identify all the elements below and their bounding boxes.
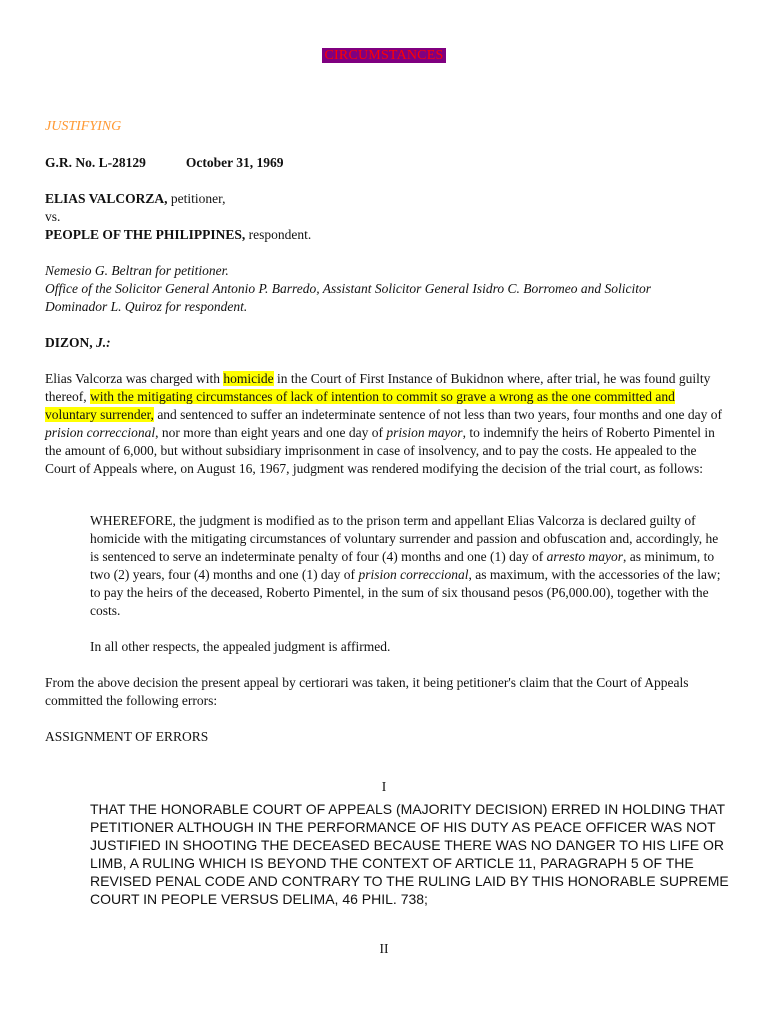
ponente-name: DIZON,	[45, 335, 97, 350]
paragraph-appeal: From the above decision the present appeal by certiorari was taken, it being petitioner's claim that the Court of Appeals committed the following errors:	[45, 675, 689, 708]
document-title: CIRCUMSTANCES	[322, 48, 447, 63]
versus-line: vs.	[45, 209, 61, 224]
error-numeral-2: II	[379, 940, 389, 956]
case-number: G.R. No. L-28129	[45, 155, 146, 170]
case-date: October 31, 1969	[185, 155, 284, 170]
ponente-line	[45, 334, 723, 352]
section-heading: JUSTIFYING	[45, 119, 122, 134]
petitioner-line	[45, 190, 723, 208]
respondent-line	[45, 226, 723, 244]
respondent-role: respondent.	[245, 227, 312, 242]
counsel-respondent: Office of the Solicitor General Antonio P. Barredo, Assistant Solicitor General Isidro C. Borromeo and Solicitor Dominador L. Quiroz for respondent.	[45, 281, 651, 314]
title-row	[0, 46, 768, 65]
respondent-name: PEOPLE OF THE PHILIPPINES,	[45, 227, 246, 242]
error-text-1: THAT THE HONORABLE COURT OF APPEALS (MAJORITY DECISION) ERRED IN HOLDING THAT PETITIONER ALTHOUGH IN THE PERFORMANCE OF HIS DUTY AS PEACE OFFICER WAS NOT JUSTIFIED IN SHOOTING THE DECEASED BECAUSE THERE WAS NO DANGER TO HIS LIFE OR LIMB, A RULING WHICH IS BEYOND THE CONTEXT OF ARTICLE 11, PARAGRAPH 5 OF THE REVISED PENAL CODE AND CONTRARY TO THE RULING LAID BY THIS HONORABLE SUPREME COURT IN PEOPLE VERSUS DELIMA, 46 PHIL. 738;	[90, 801, 729, 907]
quoted-judgment: WHEREFORE, the judgment is modified as to the prison term and appellant Elias Valcorza is declared guilty of homicide with the mitigating circumstances of voluntary surrender and passion and obfuscation and, accordingly, he is sentenced to serve an indeterminate penalty of four (4) months and one (1) day of arresto mayor, as minimum, to two (2) years, four (4) months and one (1) day of prision correccional, as maximum, with the accessories of the law; to pay the heirs of the deceased, Roberto Pimentel, in the sum of six thousand pesos (P6,000.00), together with the costs.	[90, 513, 721, 618]
petitioner-role: petitioner,	[167, 191, 226, 206]
error-numeral-1: I	[381, 778, 387, 794]
counsel-petitioner: Nemesio G. Beltran for petitioner.	[45, 263, 229, 278]
highlight-homicide: homicide	[223, 371, 274, 386]
quoted-affirmed: In all other respects, the appealed judgment is affirmed.	[90, 639, 391, 654]
case-line	[45, 154, 723, 172]
petitioner-name: ELIAS VALCORZA,	[45, 191, 168, 206]
assignment-heading: ASSIGNMENT OF ERRORS	[45, 729, 209, 744]
highlight-mitigating: with the mitigating circumstances of lack of intention to commit so grave a wrong as the one committed and voluntary surrender,	[45, 389, 675, 422]
paragraph-facts: Elias Valcorza was charged with homicide in the Court of First Instance of Bukidnon where, after trial, he was found guilty thereof, with the mitigating circumstances of lack of intention to commit so grave a wrong as the one committed and voluntary surrender, and sentenced to suffer an indeterminate sentence of not less than two years, four months and one day of prision correccional, nor more than eight years and one day of prision mayor, to indemnify the heirs of Roberto Pimentel in the amount of 6,000, but without subsidiary imprisonment in case of insolvency, and to pay the costs. He appealed to the Court of Appeals where, on August 16, 1967, judgment was rendered modifying the decision of the trial court, as follows:	[45, 371, 723, 476]
ponente-title: J.:	[96, 335, 111, 350]
